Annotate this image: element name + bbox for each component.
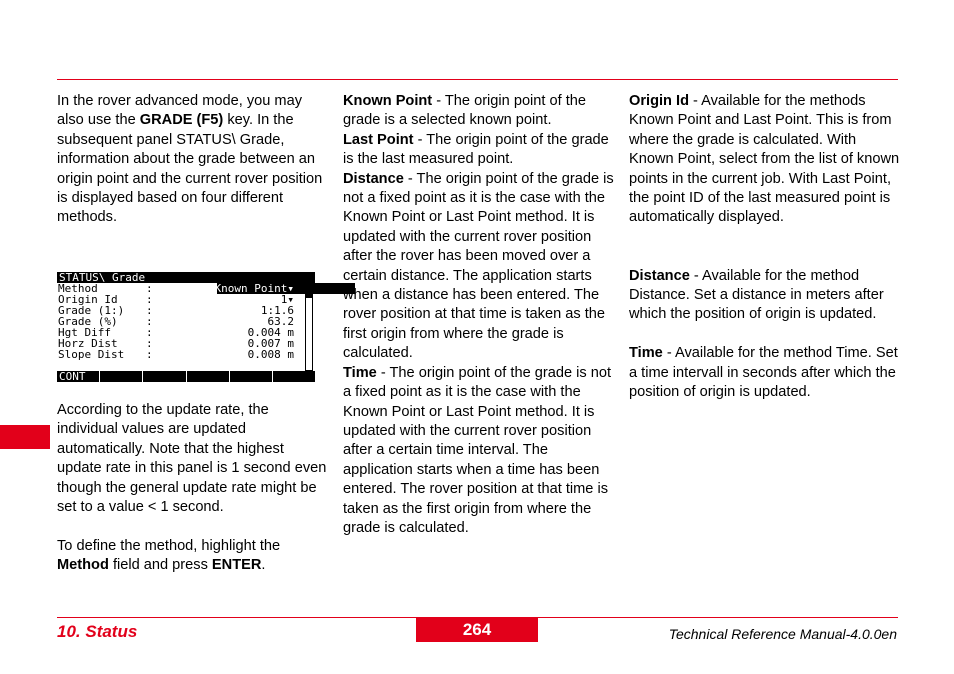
manual-title: Technical Reference Manual-4.0.0en — [668, 626, 897, 642]
screen-scrollbar[interactable] — [305, 283, 313, 371]
field-origin-id: Origin Id - Available for the methods Known Point and Last Point. This is from where the grade is calculated. With Known Point, select from the list of known points in the current job. With Last Point, the point ID of the last measured point is automatically displayed. — [629, 93, 900, 226]
top-rule — [57, 79, 898, 80]
page-number: 264 — [416, 618, 538, 642]
softkey-f5[interactable] — [230, 371, 273, 382]
screen-field-colon: : — [146, 326, 153, 339]
softkey-f1[interactable]: CONT — [57, 371, 100, 382]
column-2 — [343, 92, 615, 538]
softkey-f3[interactable] — [143, 371, 186, 382]
scrollbar-thumb[interactable] — [306, 284, 312, 298]
softkey-f6[interactable] — [273, 371, 315, 382]
field-distance: Distance - Available for the method Distance. Set a distance in meters after which the position of origin is updated. — [629, 267, 884, 323]
screen-field-label: Method — [58, 282, 98, 295]
screen-field-colon: : — [146, 315, 153, 328]
update-paragraph: According to the update rate, the individual values are updated automatically. Note that the highest update rate in this panel is 1 second even though the general update rate might be set to a value < 1 second. — [57, 402, 327, 516]
screen-field-label: Origin Id — [58, 293, 118, 306]
screen-field-colon: : — [146, 293, 153, 306]
column-1 — [57, 92, 329, 228]
screen-field-label: Grade (1:) — [58, 304, 125, 317]
field-time: Time - Available for the method Time. Set a time intervall in seconds after which the position of origin is updated. — [629, 345, 898, 401]
screen-field-label: Horz Dist — [58, 337, 118, 350]
chapter-title: 10. Status — [57, 622, 138, 641]
screen-field-value: 63.2 — [267, 315, 294, 328]
screen-field-value: 0.008 m — [247, 348, 294, 361]
method-time: Time - The origin point of the grade is not a fixed point as it is the case with the Known Point or Last Point method. It is updated with the current rover position after a certain time interval. The application starts when a time has been entered. The rover position at that time is taken as the first origin from where the grade is calculated. — [343, 364, 611, 536]
chapter-side-tab — [0, 425, 50, 449]
screen-field-label: Hgt Diff — [58, 326, 111, 339]
screen-field-value: 1:1.6 — [260, 304, 294, 317]
method-known-point: Known Point - The origin point of the grade is a selected known point. — [343, 93, 587, 129]
softkey-f4[interactable] — [187, 371, 230, 382]
softkey-f2[interactable] — [100, 371, 143, 382]
screen-field-label: Slope Dist — [58, 348, 125, 361]
method-select[interactable]: Known Point▾ — [214, 282, 294, 295]
screen-field-colon: : — [146, 337, 153, 350]
method-distance: Distance - The origin point of the grade is not a fixed point as it is the case with the Known Point or Last Point method. It is updated with the current rover position after the rover has been moved over a certain distance. The application starts when a distance has been entered. The rover position at that time is taken as the first origin from where the grade is calculated. — [343, 170, 614, 362]
softkey-bar — [57, 371, 315, 382]
define-method-paragraph: To define the method, highlight the Method field and press ENTER. — [57, 537, 281, 574]
screen-title: STATUS\ Grade — [57, 272, 315, 283]
column-1-lower — [57, 401, 329, 576]
method-last-point: Last Point - The origin point of the grade is the last measured point. — [343, 131, 609, 168]
screen-field-colon: : — [146, 282, 153, 295]
screen-field-colon: : — [146, 348, 153, 361]
screen-field-value: 0.004 m — [247, 326, 294, 339]
column-3 — [629, 92, 901, 402]
screen-field-value: 0.007 m — [247, 337, 294, 350]
screen-field-colon: : — [146, 304, 153, 317]
screen-field-value[interactable]: 1▾ — [280, 293, 294, 306]
screen-field-label: Grade (%) — [58, 315, 118, 328]
intro-paragraph: In the rover advanced mode, you may also use the GRADE (F5) key. In the subsequent panel STATUS\ Grade, information about the grade between an origin point and the current rover position is displayed based on four different methods. — [57, 93, 323, 226]
status-grade-screen — [57, 272, 315, 382]
